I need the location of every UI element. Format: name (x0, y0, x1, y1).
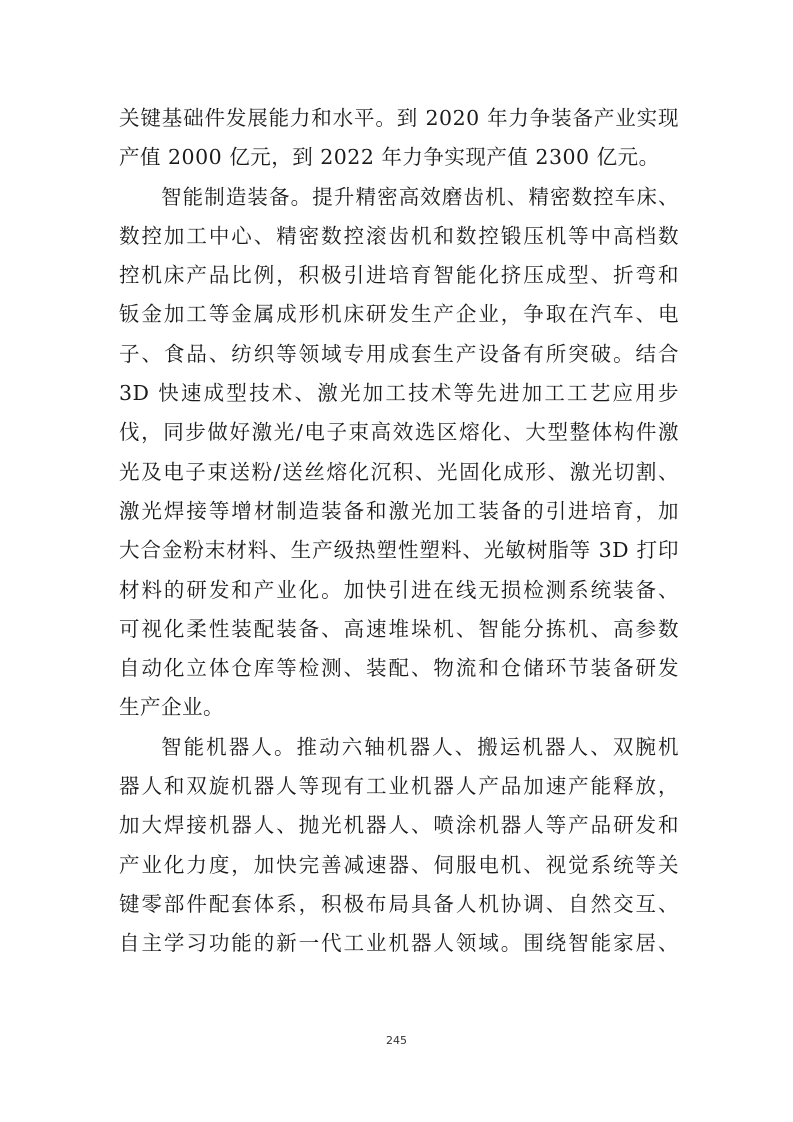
text-line: 子、食品、纺织等领域专用成套生产设备有所突破。结合 (119, 341, 679, 366)
text-line: 钣金加工等金属成形机床研发生产企业，争取在汽车、电 (119, 302, 679, 327)
text-line: 产值 2000 亿元，到 2022 年力争实现产值 2300 亿元。 (119, 145, 660, 170)
text-line: 自主学习功能的新一代工业机器人领域。围绕智能家居、 (119, 931, 679, 956)
text-line: 加大焊接机器人、抛光机器人、喷涂机器人等产品研发和 (119, 813, 679, 838)
text-line: 3D 快速成型技术、激光加工技术等先进加工工艺应用步 (119, 381, 679, 406)
text-line: 可视化柔性装配装备、高速堆垛机、智能分拣机、高参数 (119, 616, 679, 641)
text-line: 智能制造装备。提升精密高效磨齿机、精密数控车床、 (161, 184, 679, 209)
text-line: 智能机器人。推动六轴机器人、搬运机器人、双腕机 (161, 734, 679, 759)
paragraph-intelligent-robots (119, 728, 679, 964)
text-line: 伐，同步做好激光/电子束高效选区熔化、大型整体构件激 (119, 420, 679, 445)
text-line: 键零部件配套体系，积极布局具备人机协调、自然交互、 (119, 891, 679, 916)
text-line: 器人和双旋机器人等现有工业机器人产品加速产能释放， (119, 774, 679, 799)
text-line: 控机床产品比例，积极引进培育智能化挤压成型、折弯和 (119, 263, 679, 288)
text-line: 数控加工中心、精密数控滚齿机和数控锻压机等中高档数 (119, 223, 679, 248)
paragraph-intelligent-manufacturing (119, 178, 679, 728)
text-line: 关键基础件发展能力和水平。到 2020 年力争装备产业实现 (119, 106, 679, 130)
text-line: 产业化力度，加快完善减速器、伺服电机、视觉系统等关 (119, 852, 679, 877)
text-line: 光及电子束送粉/送丝熔化沉积、光固化成形、激光切割、 (119, 459, 679, 484)
body-text (119, 99, 679, 964)
text-line: 生产企业。 (119, 695, 224, 720)
page-number: 245 (386, 1034, 407, 1047)
text-line: 材料的研发和产业化。加快引进在线无损检测系统装备、 (119, 577, 679, 602)
text-line: 大合金粉末材料、生产级热塑性塑料、光敏树脂等 3D 打印 (119, 538, 679, 563)
text-line: 自动化立体仓库等检测、装配、物流和仓储环节装备研发 (119, 656, 679, 681)
paragraph-continuation (119, 99, 679, 178)
text-line: 激光焊接等增材制造装备和激光加工装备的引进培育，加 (119, 498, 679, 523)
